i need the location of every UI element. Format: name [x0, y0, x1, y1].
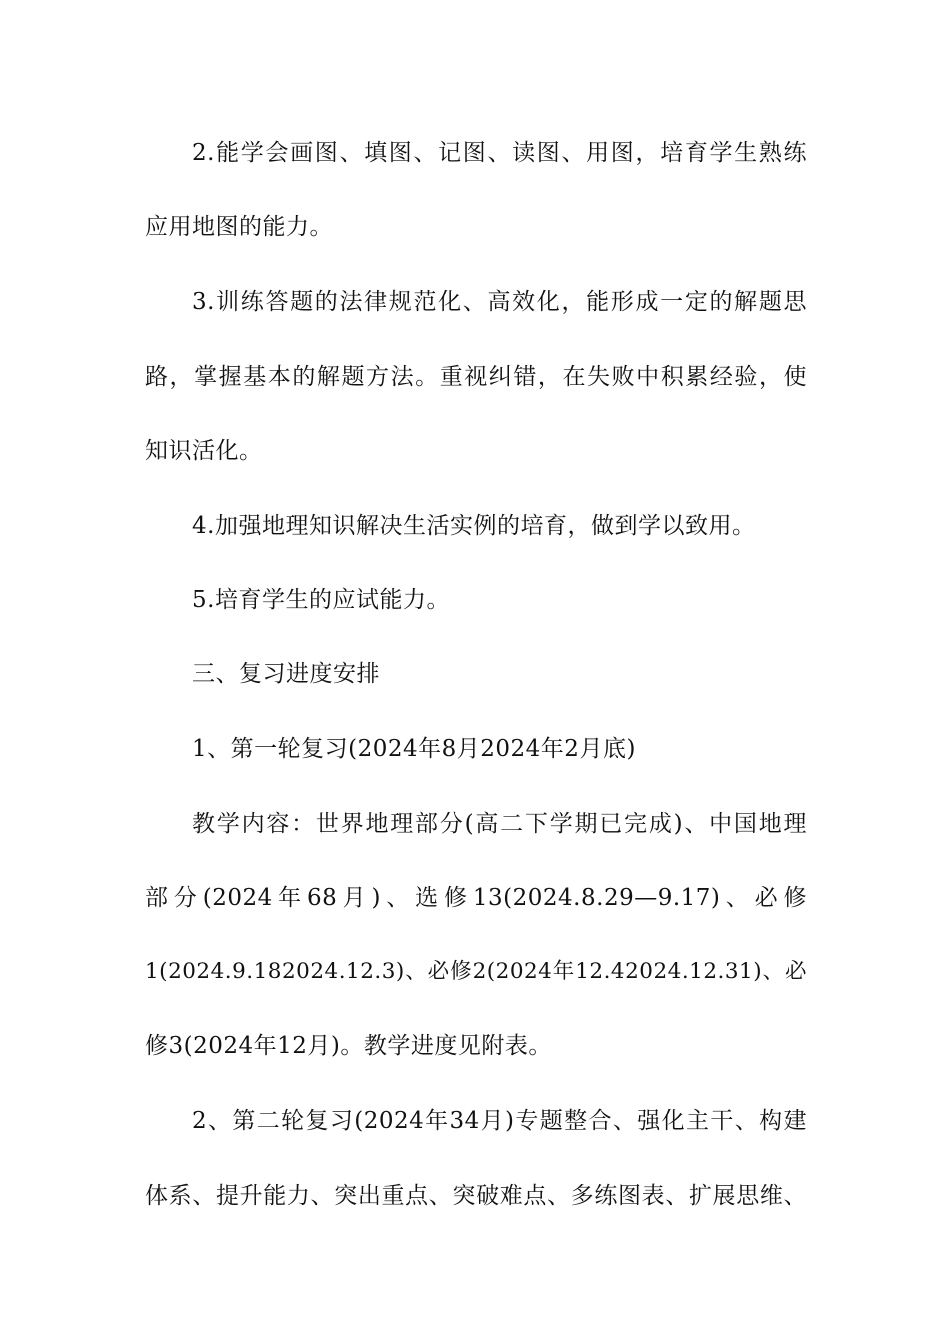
text-line: 体系、提升能力、突出重点、突破难点、多练图表、扩展思维、 — [145, 1183, 807, 1209]
text-line: 教学内容：世界地理部分(高二下学期已完成)、中国地理 — [192, 811, 807, 837]
text-line: 修3(2024年12月)。教学进度见附表。 — [145, 1033, 552, 1059]
text-line: 5.培育学生的应试能力。 — [192, 587, 450, 613]
text-line: 4.加强地理知识解决生活实例的培育，做到学以致用。 — [192, 513, 756, 539]
text-line: 3.训练答题的法律规范化、高效化，能形成一定的解题思 — [192, 289, 807, 315]
text-line: 1、第一轮复习(2024年8月2024年2月底) — [192, 736, 636, 762]
section-heading: 三、复习进度安排 — [192, 661, 380, 687]
text-line: 应用地图的能力。 — [145, 214, 333, 240]
text-line: 知识活化。 — [145, 438, 263, 464]
text-line: 2.能学会画图、填图、记图、读图、用图，培育学生熟练 — [192, 140, 807, 166]
text-line: 路，掌握基本的解题方法。重视纠错，在失败中积累经验，使 — [145, 364, 807, 390]
text-line: 部分(2024年68月)、选修13(2024.8.29—9.17)、必修 — [145, 885, 807, 911]
text-line: 1(2024.9.182024.12.3)、必修2(2024年12.42024.12.31)、必 — [145, 959, 807, 984]
text-line: 2、第二轮复习(2024年34月)专题整合、强化主干、构建 — [192, 1108, 807, 1134]
